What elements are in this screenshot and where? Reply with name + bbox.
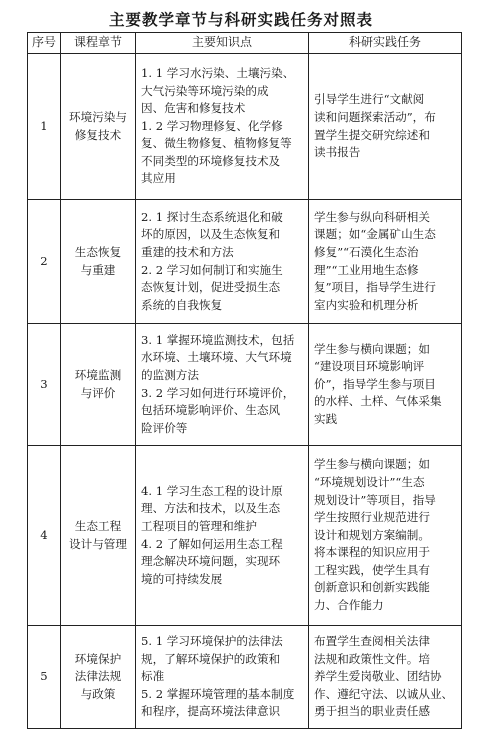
task-cell-line: 读书报告: [314, 145, 361, 160]
chapter-cell: [61, 54, 136, 200]
chapter-cell-line: 与重建: [80, 262, 116, 277]
chapter-cell-line: 设计与管理: [69, 536, 127, 551]
task-cell-line: 室内实验和机理分析: [314, 297, 419, 312]
knowledge-cell: [136, 626, 309, 729]
chapter-cell-line: 环境监测: [74, 367, 122, 382]
knowledge-cell-line: 和程序，提高环境法律意识: [141, 704, 281, 719]
header-chapter: 课程章节: [61, 33, 136, 54]
knowledge-cell-line: 的监测方法: [141, 367, 199, 382]
knowledge-cell-line: 态恢复计划，促进受损生态: [141, 280, 281, 295]
chapter-cell-line: 环境保护: [74, 651, 122, 666]
knowledge-cell-line: 工程项目的管理和维护: [141, 518, 257, 533]
task-cell-line: 布置学生查阅相关法律: [314, 634, 430, 649]
task-cell-line: 规划设计”等项目，指导: [314, 492, 436, 507]
table-title: 主要教学章节与科研实践任务对照表: [108, 10, 373, 29]
knowledge-cell-line: 理、方法和技术，以及生态: [141, 501, 281, 516]
knowledge-cell-line: 3. 1 掌握环境监测技术，包括: [141, 332, 295, 347]
task-cell-line: 理”“工业用地生态修: [314, 262, 419, 277]
knowledge-cell-line: 因、危害和修复技术: [141, 101, 246, 116]
task-cell-line: 作、遵纪守法、以诚从业、: [314, 686, 454, 701]
chapter-cell-line: 与政策: [80, 686, 116, 701]
header-knowledge: 主要知识点: [136, 33, 309, 54]
task-cell-line: “建设项目环境影响评: [314, 359, 425, 374]
chapter-cell-line: 环境污染与: [69, 109, 127, 124]
table-row: [28, 324, 462, 446]
row-number: 5: [28, 626, 61, 729]
chapter-cell: [61, 200, 136, 324]
task-cell-line: 力、合作能力: [314, 598, 384, 613]
knowledge-cell-line: 标准: [141, 669, 165, 684]
task-cell: [309, 54, 462, 200]
task-cell-line: 引导学生进行“文献阅: [314, 92, 425, 107]
header-number: 序号: [28, 33, 61, 54]
knowledge-cell-line: 2. 2 学习如何制订和实施生: [141, 262, 283, 277]
knowledge-cell-line: 境的可持续发展: [141, 571, 223, 586]
task-cell-line: 学生按照行业规范进行: [314, 510, 430, 525]
knowledge-cell: [136, 324, 309, 446]
knowledge-cell-line: 规，了解环境保护的政策和: [141, 651, 281, 666]
task-cell-line: 学生参与纵向科研相关: [314, 209, 430, 224]
task-cell-line: “环境规划设计”“生态: [314, 474, 425, 489]
table-row: [28, 54, 462, 200]
table-row: [28, 626, 462, 729]
task-cell-line: 修复”“石漠化生态治: [314, 244, 419, 259]
row-number: 3: [28, 324, 61, 446]
task-cell-line: 实践: [314, 411, 338, 426]
knowledge-cell: [136, 446, 309, 626]
chapter-cell-line: 法律法规: [74, 669, 122, 684]
row-number: 1: [28, 54, 61, 200]
task-cell-line: 的水样、土样、气体采集: [314, 394, 442, 409]
knowledge-cell-line: 重建的技术和方法: [141, 244, 234, 259]
knowledge-cell-line: 5. 1 学习环境保护的法律法: [141, 634, 283, 649]
chapter-cell: [61, 626, 136, 729]
task-cell-line: 学生参与横向课题；如: [314, 457, 430, 472]
header-row: [28, 33, 462, 54]
task-cell-line: 创新意识和创新实践能: [314, 580, 430, 595]
table-row: [28, 200, 462, 324]
knowledge-cell-line: 不同类型的环境修复技术及: [141, 153, 281, 168]
knowledge-cell-line: 2. 1 探讨生态系统退化和破: [141, 209, 283, 224]
chapter-cell-line: 与评价: [80, 385, 116, 400]
task-cell-line: 法规和政策性文件。培: [314, 651, 430, 666]
knowledge-cell: [136, 200, 309, 324]
task-cell-line: 课题；如“金属矿山生态: [314, 227, 436, 242]
task-cell: [309, 324, 462, 446]
course-practice-table: [27, 32, 462, 729]
knowledge-cell-line: 复、微生物修复、植物修复等: [141, 136, 292, 151]
knowledge-cell-line: 水环境、土壤环境、大气环境: [141, 350, 292, 365]
knowledge-cell-line: 坏的原因，以及生态恢复和: [141, 227, 281, 242]
knowledge-cell-line: 系统的自我恢复: [141, 297, 223, 312]
knowledge-cell-line: 1. 1 学习水污染、土壤污染、: [141, 65, 295, 80]
knowledge-cell-line: 包括环境影响评价、生态风: [141, 403, 281, 418]
table-row: [28, 446, 462, 626]
knowledge-cell-line: 大气污染等环境污染的成: [141, 83, 269, 98]
knowledge-cell-line: 1. 2 学习物理修复、化学修: [141, 118, 283, 133]
task-cell-line: 读和问题探索活动”，布: [314, 109, 436, 124]
chapter-cell-line: 生态恢复: [74, 244, 122, 259]
row-number: 4: [28, 446, 61, 626]
task-cell-line: 将本课程的知识应用于: [314, 545, 430, 560]
header-task: 科研实践任务: [309, 33, 462, 54]
task-cell-line: 价”，指导学生参与项目: [314, 376, 436, 391]
task-cell-line: 学生参与横向课题；如: [314, 341, 430, 356]
knowledge-cell-line: 其应用: [141, 171, 176, 186]
knowledge-cell-line: 险评价等: [141, 420, 188, 435]
task-cell: [309, 626, 462, 729]
knowledge-cell-line: 3. 2 学习如何进行环境评价，: [141, 385, 295, 400]
knowledge-cell-line: 4. 1 学习生态工程的设计原: [141, 483, 283, 498]
knowledge-cell: [136, 54, 309, 200]
task-cell-line: 勇于担当的职业责任感: [314, 704, 430, 719]
knowledge-cell-line: 5. 2 掌握环境管理的基本制度: [141, 686, 295, 701]
task-cell-line: 设计和规划方案编制。: [314, 527, 430, 542]
task-cell-line: 养学生爱岗敬业、团结协: [314, 669, 442, 684]
chapter-cell: [61, 446, 136, 626]
task-cell: [309, 446, 462, 626]
chapter-cell-line: 修复技术: [74, 127, 122, 142]
task-cell-line: 工程实践，使学生具有: [314, 562, 430, 577]
row-number: 2: [28, 200, 61, 324]
task-cell-line: 复”项目，指导学生进行: [314, 280, 436, 295]
task-cell-line: 置学生提交研究综述和: [314, 127, 430, 142]
chapter-cell: [61, 324, 136, 446]
chapter-cell-line: 生态工程: [74, 518, 122, 533]
task-cell: [309, 200, 462, 324]
knowledge-cell-line: 4. 2 了解如何运用生态工程: [141, 536, 283, 551]
knowledge-cell-line: 理念解决环境问题，实现环: [141, 554, 281, 569]
